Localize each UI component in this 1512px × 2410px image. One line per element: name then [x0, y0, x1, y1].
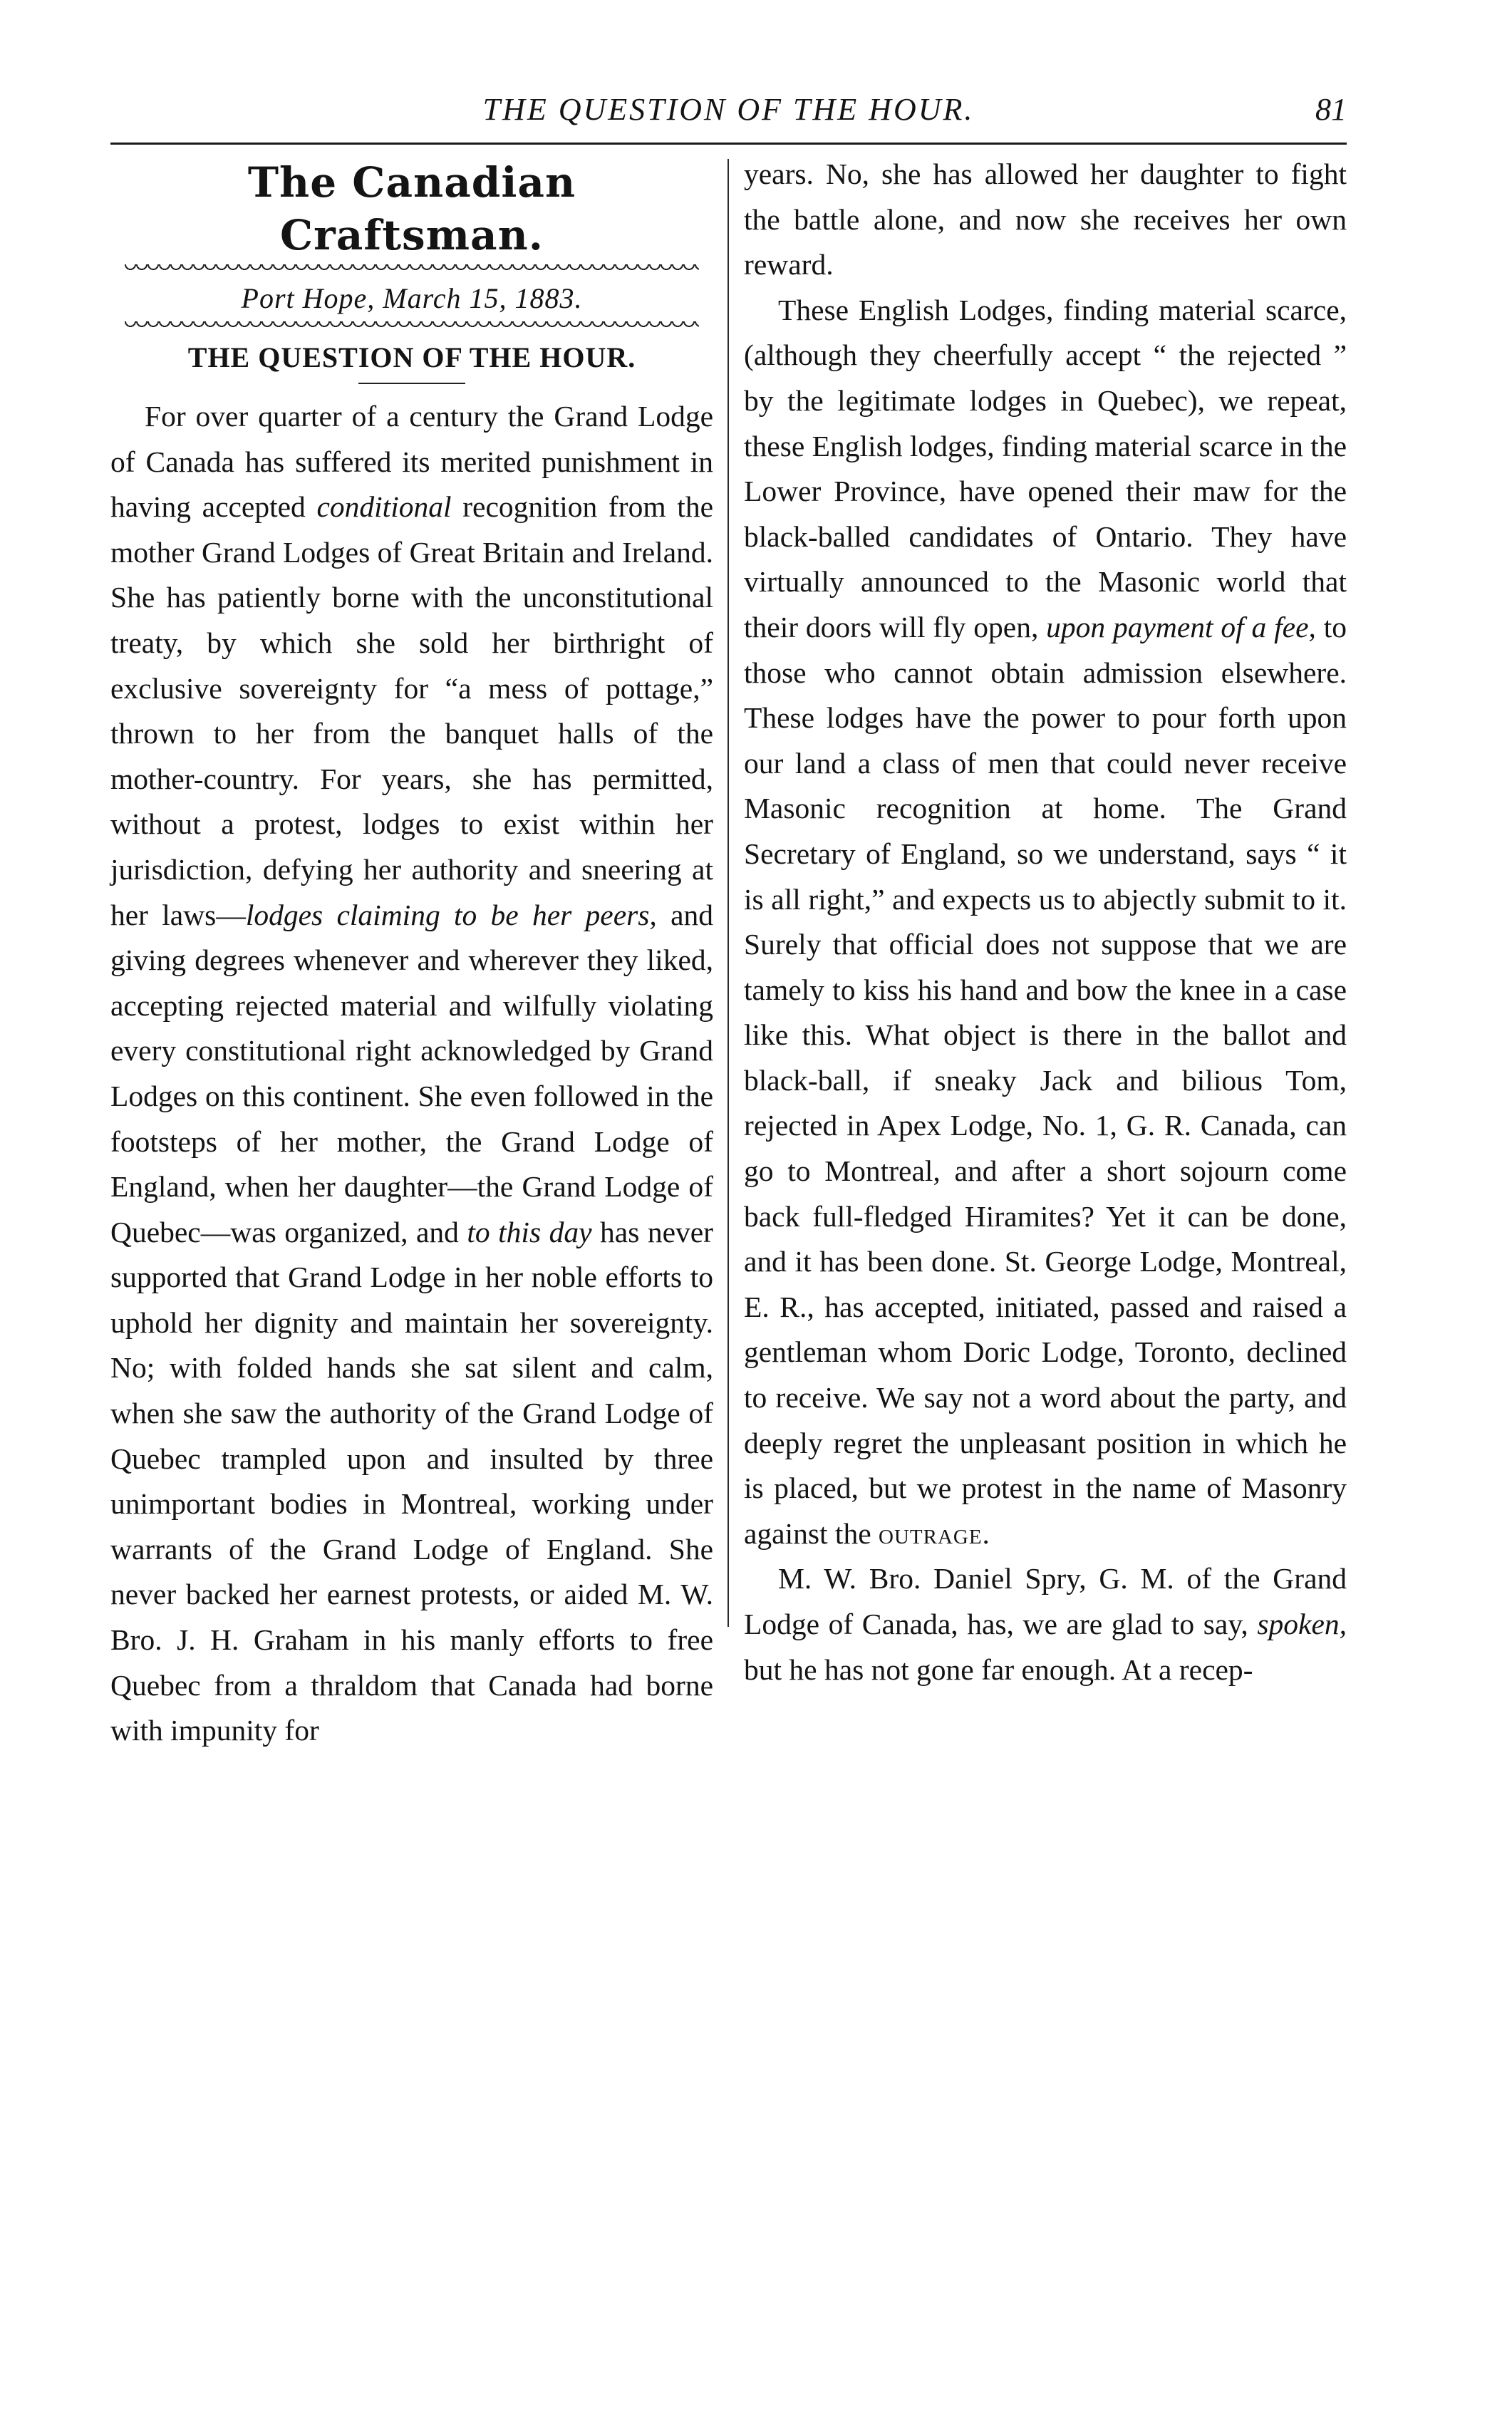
- text-run: For over quarter of a century the Grand Lodge of Canada has suffered its merited punishment in having accepted: [110, 400, 713, 524]
- newspaper-page: [110, 86, 1347, 1754]
- left-column: [110, 152, 713, 1754]
- wavy-rule-bottom: [125, 321, 699, 333]
- italic-text: to this day: [467, 1215, 592, 1248]
- italic-text: spoken,: [1257, 1608, 1347, 1640]
- masthead-title: The Canadian Craftsman.: [247, 158, 576, 259]
- article-columns: [110, 152, 1347, 1754]
- column-divider: [727, 159, 729, 1627]
- right-column: [744, 152, 1347, 1754]
- right-paragraph: [744, 288, 1347, 1557]
- small-caps-text: outrage.: [879, 1516, 990, 1550]
- running-title: THE QUESTION OF THE HOUR.: [482, 92, 975, 127]
- text-run: and giving degrees whenever and wherever they liked, accepting rejected material and wilfully violating every constitutional right acknowledged by Grand Lodges on this continent. She even followed in the footsteps of her mother, the Grand Lodge of England, when her daughter—the Grand Lodge of Quebec—was organized, and: [110, 898, 714, 1248]
- right-paragraph: [744, 1556, 1347, 1692]
- text-run: These English Lodges, finding material scarce, (although they cheerfully accept “ the rejected ” by the legitimate lodges in Quebec), we repeat, these English lodges, finding material scarce in the Lower Province, have opened their maw for the black-balled candidates of Ontario. They have virtually announced to the Masonic world that their doors will fly open,: [744, 293, 1347, 643]
- text-run: M. W. Bro. Daniel Spry, G. M. of the Grand Lodge of Canada, has, we are glad to say,: [744, 1562, 1347, 1640]
- right-paragraph-continued: years. No, she has allowed her daughter to fight the battle alone, and now she receives her own reward.: [744, 157, 1347, 281]
- title-rule: [358, 383, 465, 384]
- text-run: recognition from the mother Grand Lodges of Great Britain and Ireland. She has patiently borne with the unconstitutional treaty, by which she sold her birthright of exclusive sovereignty for “a mess of pottage,” thrown to her from the banquet halls of the mother-country. For years, she has permitted, without a protest, lodges to exist within her jurisdiction, defying her authority and sneering at her laws—: [110, 490, 713, 931]
- italic-text: conditional: [316, 490, 452, 524]
- left-paragraph: [110, 394, 713, 1754]
- article-title: THE QUESTION OF THE HOUR.: [187, 341, 636, 373]
- text-run: to those who cannot obtain admission elsewhere. These lodges have the power to pour forth upon our land a class of men that could never receive Masonic recognition at home. The Grand Secretary of England, so we understand, says “ it is all right,” and expects us to abjectly submit to it. Surely that official does not suppose that we are tamely to kiss his hand and bow the knee in a case like this. What object is there in the ballot and black-ball, if sneaky Jack and bilious Tom, rejected in Apex Lodge, No. 1, G. R. Canada, can go to Montreal, and after a short sojourn come back full-fledged Hiramites? Yet it can be done, and it has been done. St. George Lodge, Montreal, E. R., has accepted, initiated, passed and raised a gentleman whom Doric Lodge, Toronto, declined to receive. We say not a word about the party, and deeply regret the unpleasant position in which he is placed, but we protest in the name of Masonry against the: [744, 610, 1347, 1550]
- dateline: Port Hope, March 15, 1883.: [241, 282, 583, 314]
- running-head: [110, 86, 1347, 143]
- italic-text: upon payment of a fee,: [1046, 610, 1316, 643]
- text-run: but he has not gone far enough. At a recep-: [744, 1653, 1253, 1686]
- italic-text: lodges claiming to be her peers,: [245, 898, 657, 931]
- wavy-rule-top: [125, 264, 699, 276]
- head-rule: [110, 143, 1347, 145]
- text-run: has never supported that Grand Lodge in her noble efforts to uphold her dignity and maintain her sovereignty. No; with folded hands she sat silent and calm, when she saw the authority of the Grand Lodge of Quebec trampled upon and insulted by three unimportant bodies in Montreal, working under warrants of the Grand Lodge of England. She never backed her earnest protests, or aided M. W. Bro. J. H. Graham in his manly efforts to free Quebec from a thraldom that Canada had borne with impunity for: [110, 1215, 713, 1747]
- page-number: 81: [1315, 92, 1347, 127]
